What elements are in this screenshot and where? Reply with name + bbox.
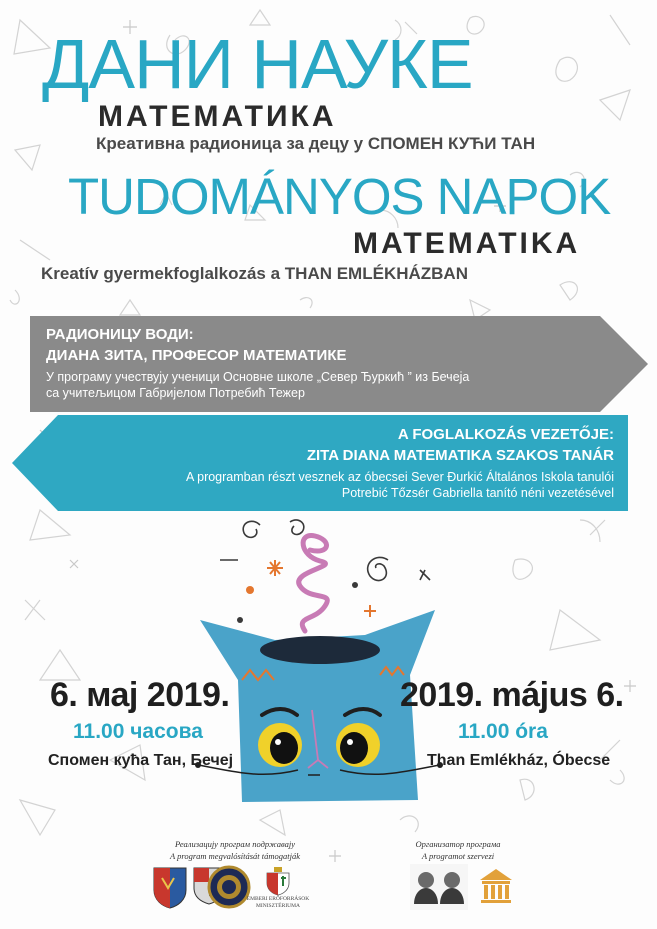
museum-building-icon [478, 866, 514, 906]
hungarian-coat-of-arms-icon [263, 866, 293, 896]
participants-serbian: У програму учествују ученици Основне школе „Север Ђуркић ” из Бечеја [46, 370, 470, 384]
than-brothers-portrait-icon [410, 864, 468, 910]
teacher-serbian: са учитељицом Габријелом Потребић Тежер [46, 386, 305, 400]
subject-hungarian: MATEMATIKA [353, 227, 581, 260]
support-caption-hungarian: A program megvalósítását támogatják [169, 851, 301, 861]
ministry-logo-text [238, 896, 318, 910]
title-serbian: ДАНИ НАУКЕ [42, 25, 473, 103]
cat-box-illustration [180, 510, 460, 820]
subject-serbian: МАТЕМАТИКА [98, 100, 337, 133]
organizer-heading-serbian: РАДИОНИЦУ ВОДИ: [46, 326, 194, 343]
organizer-caption-serbian: Организатор програма [415, 839, 501, 849]
ministry-name-line2: MINISZTÉRIUMA [256, 903, 300, 909]
event-date-hungarian: 2019. május 6. [400, 676, 624, 714]
organizer-heading-hungarian: A FOGLALKOZÁS VEZETŐJE: [397, 426, 614, 443]
event-place-hungarian: Than Emlékház, Óbecse [427, 752, 611, 769]
event-date-serbian: 6. мај 2019. [50, 676, 230, 714]
coat-of-arms-icon [150, 864, 190, 910]
support-caption-serbian: Реализацију програм подржавају [175, 839, 295, 849]
instructor-hungarian: ZITA DIANA MATEMATIKA SZAKOS TANÁR [306, 447, 614, 464]
title-hungarian: TUDOMÁNYOS NAPOK [68, 168, 611, 225]
event-place-serbian: Спомен кућа Тан, Бечеј [48, 752, 234, 769]
event-time-hungarian: 11.00 óra [458, 720, 548, 743]
ministry-name-line1: EMBERI ERŐFORRÁSOK [246, 896, 310, 902]
description-hungarian: Kreatív gyermekfoglalkozás a THAN EMLÉKHÁZBAN [41, 264, 468, 283]
description-serbian: Креативна радионица за децу у СПОМЕН КУЋИ ТАН [96, 134, 536, 153]
teacher-hungarian: Potrebić Tőzsér Gabriella tanító néni vezetésével [341, 486, 614, 500]
organizer-caption-hungarian: A programot szervezi [421, 851, 495, 861]
participants-hungarian: A programban részt vesznek az óbecsei Sever Đurkić Általános Iskola tanulói [186, 470, 614, 484]
instructor-serbian: ДИАНА ЗИТА, ПРОФЕСОР МАТЕМАТИКЕ [46, 347, 347, 364]
event-time-serbian: 11.00 часова [73, 720, 203, 743]
